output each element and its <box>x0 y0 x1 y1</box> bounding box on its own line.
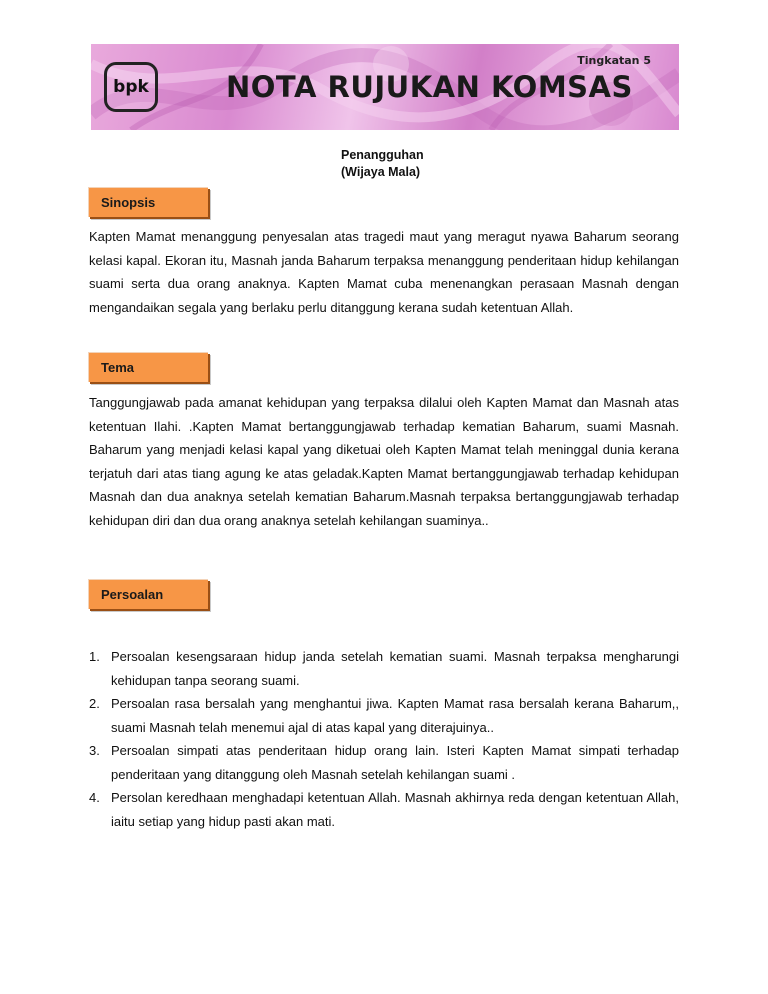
header-banner <box>91 44 679 130</box>
list-item-number: 1. <box>89 649 100 664</box>
list-item <box>89 739 679 786</box>
list-item-number: 4. <box>89 790 100 805</box>
bpk-logo: bpk <box>104 62 158 112</box>
list-item <box>89 692 679 739</box>
document-author: (Wijaya Mala) <box>341 165 421 179</box>
document-title: Penangguhan <box>341 148 424 162</box>
section-label-sinopsis: Sinopsis <box>88 187 208 217</box>
list-item-text: Persoalan kesengsaraan hidup janda setelah kematian suami. Masnah terpaksa mengharungi kehidupan tanpa seorang suami. <box>111 649 679 688</box>
list-item <box>89 786 679 833</box>
section-label-persoalan: Persoalan <box>88 579 208 609</box>
list-item-text: Persoalan rasa bersalah yang menghantui jiwa. Kapten Mamat rasa bersalah kerana Baharum,, suami Masnah telah menemui ajal di atas kapal yang diterajuinya.. <box>111 696 679 735</box>
section-label-tema: Tema <box>88 352 208 382</box>
banner-title: NOTA RUJUKAN KOMSAS <box>226 70 633 104</box>
level-badge: Tingkatan 5 <box>577 54 651 67</box>
list-item-text: Persoalan simpati atas penderitaan hidup orang lain. Isteri Kapten Mamat simpati terhadap penderitaan yang ditanggung oleh Masnah setelah kehilangan suami . <box>111 743 679 782</box>
document-heading <box>341 147 424 181</box>
list-item-number: 2. <box>89 696 100 711</box>
list-item-number: 3. <box>89 743 100 758</box>
persoalan-list <box>89 645 679 833</box>
tema-text: Tanggungjawab pada amanat kehidupan yang terpaksa dilalui oleh Kapten Mamat dan Masnah atas ketentuan Ilahi. .Kapten Mamat bertanggungjawab terhadap kematian Baharum, suami Masnah. Baharum yang menjadi kelasi kapal yang diketuai oleh Kapten Mamat telah meninggal dunia kerana terjatuh dari atas tiang agung ke atas geladak.Kapten Mamat bertanggungjawab terhadap kehidupan Masnah dan dua anaknya setelah kematian Baharum.Masnah terpaksa bertanggungjawab terhadap kehidupan diri dan dua orang anaknya setelah kehilangan suaminya.. <box>89 395 679 528</box>
list-item <box>89 645 679 692</box>
sinopsis-text: Kapten Mamat menanggung penyesalan atas tragedi maut yang meragut nyawa Baharum seorang kelasi kapal. Ekoran itu, Masnah janda Baharum terpaksa menanggung penderitaan hidup kehilangan suami serta dua orang anaknya. Kapten Mamat cuba menenangkan perasaan Masnah dengan mengandaikan segala yang berlaku perlu ditanggung kerana sudah ketentuan Allah. <box>89 229 679 315</box>
list-item-text: Persolan keredhaan menghadapi ketentuan Allah. Masnah akhirnya reda dengan ketentuan Allah, iaitu setiap yang hidup pasti akan mati. <box>111 790 679 829</box>
